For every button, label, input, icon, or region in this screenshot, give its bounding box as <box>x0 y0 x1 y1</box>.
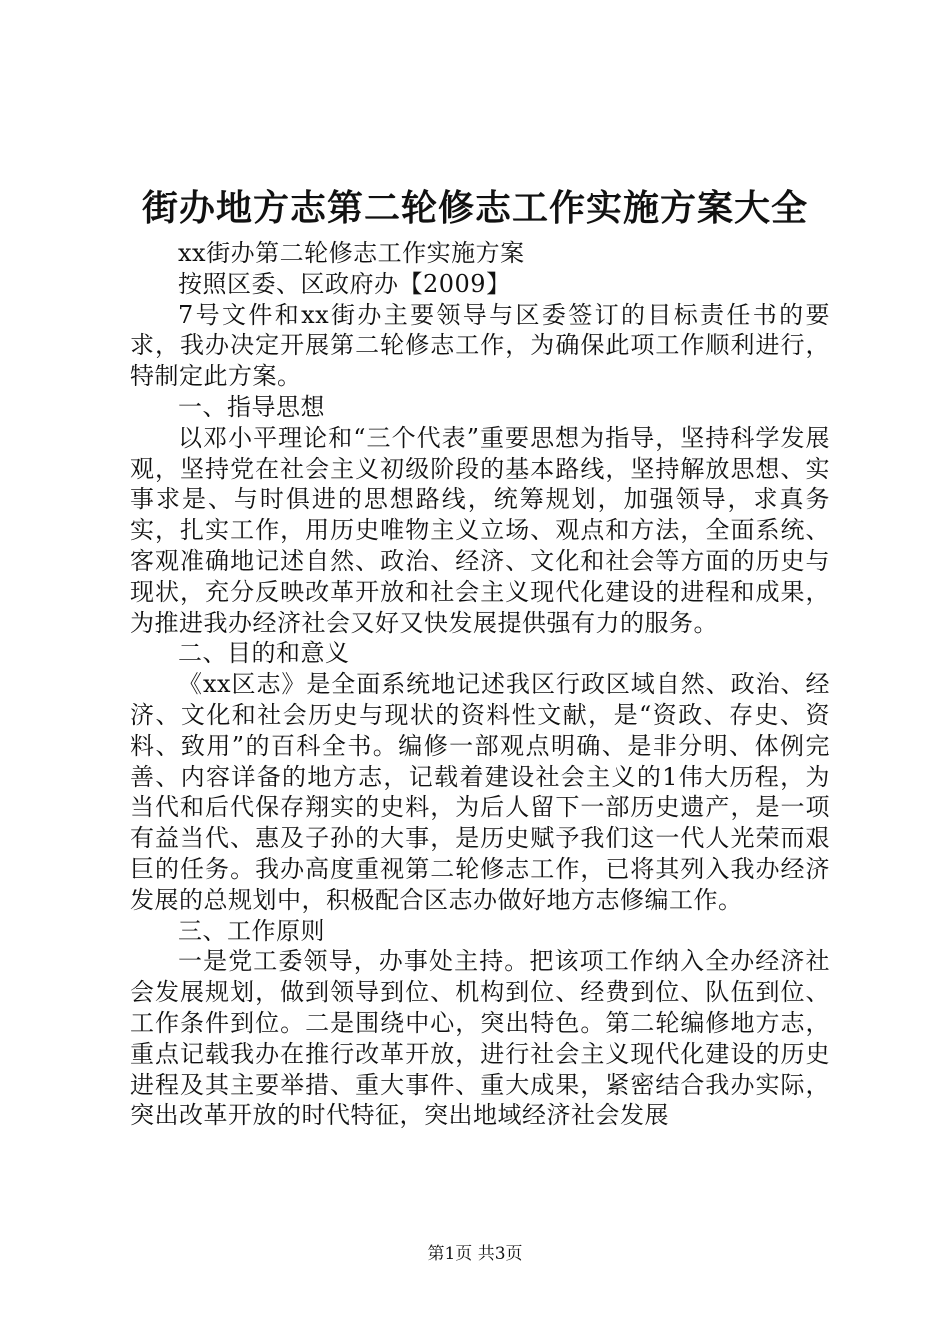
document-title: 街办地方志第二轮修志工作实施方案大全 <box>141 187 808 229</box>
section-heading-purpose: 二、目的和意义 <box>178 639 350 668</box>
purpose-paragraph: 《xx区志》是全面系统地记述我区行政区域自然、政治、经济、文化和社会历史与现状的资料性文献，是“资政、存史、资料、致用”的百科全书。编修一部观点明确、是非分明、体例完善、内容详备的地方志，记载着建设社会主义的1伟大历程，为当代和后代保存翔实的史料，为后人留下一部历史遗产，是一项有益当代、惠及子孙的大事，是历史赋予我们这一代人光荣而艰巨的任务。我办高度重视第二轮修志工作，已将其列入我办经济发展的总规划中，积极配合区志办做好地方志修编工作。 <box>130 670 830 914</box>
basis-paragraph: 按照区委、区政府办【2009】 <box>178 269 511 298</box>
intro-paragraph: 7号文件和xx街办主要领导与区委签订的目标责任书的要求，我办决定开展第二轮修志工作，为确保此项工作顺利进行，特制定此方案。 <box>130 300 830 391</box>
document-body <box>130 238 830 1131</box>
page-footer: 第1页 共3页 <box>427 1244 523 1264</box>
subtitle-paragraph: xx街办第二轮修志工作实施方案 <box>178 239 525 267</box>
guiding-thought-paragraph: 以邓小平理论和“三个代表”重要思想为指导，坚持科学发展观，坚持党在社会主义初级阶段的基本路线，坚持解放思想、实事求是、与时俱进的思想路线，统筹规划，加强领导，求真务实，扎实工作，用历史唯物主义立场、观点和方法，全面系统、客观准确地记述自然、政治、经济、文化和社会等方面的历史与现状，充分反映改革开放和社会主义现代化建设的进程和成果，为推进我办经济社会又好又快发展提供强有力的服务。 <box>130 423 830 637</box>
section-heading-principles: 三、工作原则 <box>178 916 325 945</box>
section-heading-guiding-thought: 一、指导思想 <box>178 392 325 421</box>
principles-paragraph: 一是党工委领导，办事处主持。把该项工作纳入全办经济社会发展规划，做到领导到位、机构到位、经费到位、队伍到位、工作条件到位。二是围绕中心，突出特色。第二轮编修地方志，重点记载我办在推行改革开放，进行社会主义现代化建设的历史进程及其主要举措、重大事件、重大成果，紧密结合我办实际，突出改革开放的时代特征，突出地域经济社会发展 <box>130 947 830 1130</box>
